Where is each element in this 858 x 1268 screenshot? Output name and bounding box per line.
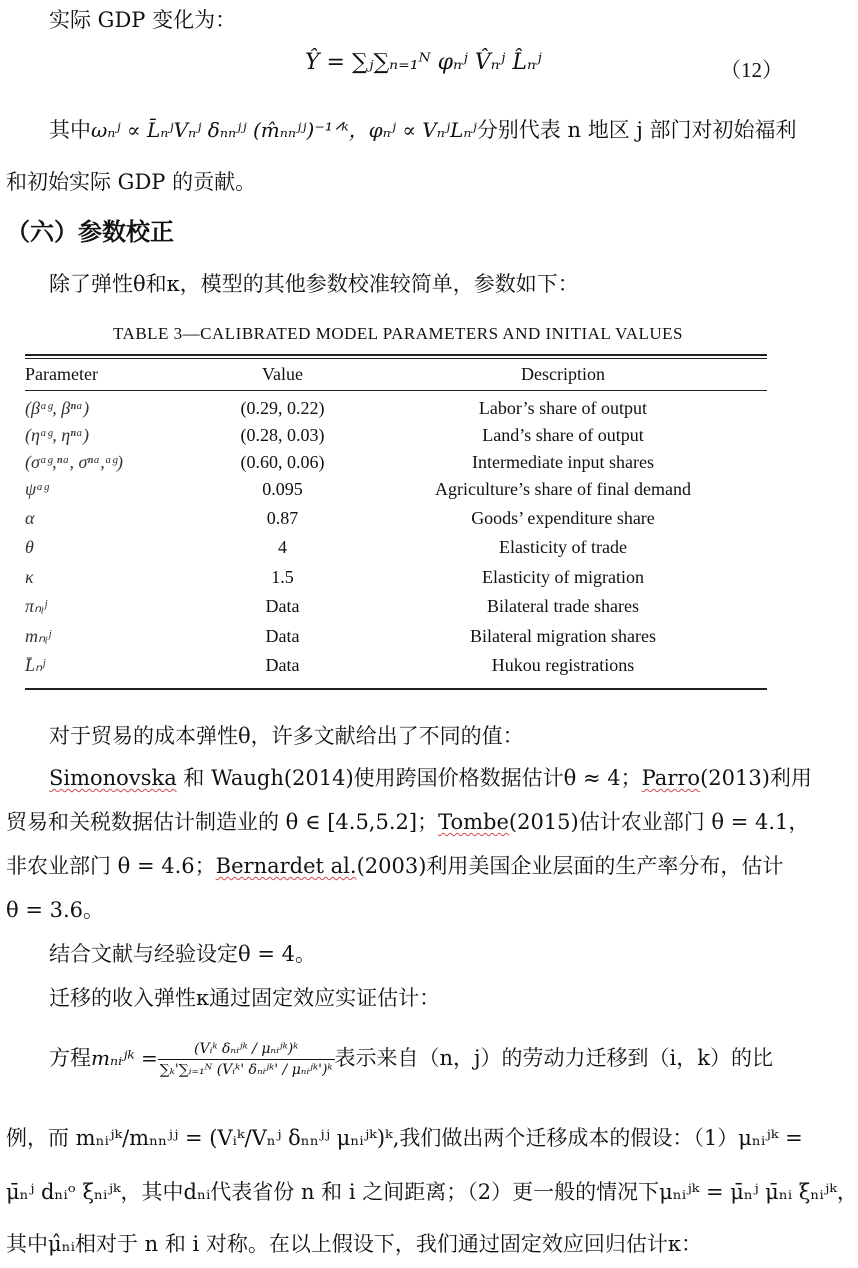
paragraph-literature-line4: θ = 3.6。 [6,898,104,922]
paragraph-assumptions-line1: 例，而 mₙᵢʲᵏ/mₙₙʲʲ = (Vᵢᵏ/Vₙʲ δₙₙʲʲ μₙᵢʲᵏ)ᵏ,我们做出两个迁移成本的假设：（1）μₙᵢʲᵏ = [6,1126,803,1150]
fraction-numerator: (Vᵢᵏ δₙᵢʲᵏ / μₙᵢʲᵏ)ᵏ [158,1039,335,1060]
table-row [25,508,767,534]
header-description: Description [521,364,605,384]
row-description: Land’s share of output [482,425,644,445]
row-parameter: κ [25,567,34,587]
row-parameter: mₙᵢʲ [25,626,51,646]
row-parameter: (ηᵃᵍ, ηⁿᵃ) [25,425,90,445]
row-description: Bilateral trade shares [487,596,639,616]
equation-lhs: mₙᵢʲᵏ = [91,1046,158,1070]
table-row [25,479,767,505]
literature-text-4: (2015)估计农业部门 θ = 4.1， [508,810,810,834]
citation-tombe: Tombe [438,810,509,834]
paragraph-gdp-intro: 实际 GDP 变化为： [49,8,237,32]
literature-text-3: 贸易和关税数据估计制造业的 θ ∈ [4.5,5.2]； [6,810,439,834]
equation-number: （12） [720,58,783,82]
row-value: (0.28, 0.03) [240,425,325,445]
literature-text-2: (2013)利用 [700,766,812,790]
paragraph-trade-elasticity: 对于贸易的成本弹性θ，许多文献给出了不同的值： [49,724,524,748]
paragraph-migration-elasticity: 迁移的收入弹性κ通过固定效应实证估计： [49,986,441,1010]
migration-fraction [158,1039,335,1080]
paragraph-literature-line3 [6,852,783,880]
paragraph-contribution-prefix: 其中 [49,118,91,142]
row-value: (0.60, 0.06) [240,452,325,472]
row-description: Bilateral migration shares [470,626,656,646]
row-description: Hukou registrations [491,655,635,675]
row-description: Goods’ expenditure share [471,508,655,528]
fraction-denominator: ∑ₖ'∑ᵢ₌₁ᴺ (Vᵢᵏ' δₙᵢʲᵏ' / μₙᵢʲᵏ')ᵏ [159,1062,333,1078]
table-row [25,596,767,622]
citation-simonovska: Simonovska [49,766,177,790]
row-value: 4 [278,537,287,557]
row-value: Data [265,655,300,675]
equation-formula: Ŷ = ∑ⱼ∑ₙ₌₁ᴺ φₙʲ V̂ₙʲ L̂ₙʲ [305,50,542,75]
table-row [25,655,767,681]
table-row [25,425,767,451]
literature-text-6: (2003)利用美国企业层面的生产率分布，估计 [356,854,784,878]
row-description: Elasticity of migration [482,567,644,587]
paragraph-literature-line1 [49,764,812,792]
row-description: Labor’s share of output [478,398,648,418]
table-row [25,452,767,478]
table-row [25,398,767,424]
paragraph-calibration-intro: 除了弹性θ和κ，模型的其他参数校准较简单，参数如下： [49,272,579,296]
contribution-math: ωₙʲ ∝ L̄ₙʲVₙʲ δₙₙʲʲ (m̂ₙₙʲʲ)⁻¹ᐟᵏ，φₙʲ ∝ VₙʲLₙʲ [91,118,477,142]
row-value: 0.095 [262,479,303,499]
table-top-rule [25,354,767,356]
equation-suffix: 表示来自（n，j）的劳动力迁移到（i，k）的比 [334,1046,773,1070]
row-value: 1.5 [271,567,294,587]
table-header-row [25,364,767,390]
citation-parro: Parro [641,766,701,790]
literature-text-5: 非农业部门 θ = 4.6； [6,854,216,878]
paragraph-assumptions-line3: 其中μ̂ₙᵢ相对于 n 和 i 对称。在以上假设下，我们通过固定效应回归估计κ： [6,1232,703,1256]
row-description: Elasticity of trade [499,537,627,557]
citation-bernard: Bernardet al. [215,854,357,878]
table-top-rule-2 [25,358,767,359]
table-row [25,626,767,652]
table-bottom-rule [25,688,767,690]
row-parameter: (σᵃᵍ,ⁿᵃ, σⁿᵃ,ᵃᵍ) [25,452,124,472]
paragraph-assumptions-line2: μ̄ₙʲ dₙᵢᵒ ξₙᵢʲᵏ，其中dₙᵢ代表省份 n 和 i 之间距离；（2）更一般的情况下μₙᵢʲᵏ = μ̄ₙʲ μ̄ₙᵢ ξₙᵢʲᵏ， [6,1180,858,1204]
section-heading: （六）参数校正 [6,217,174,246]
table-header-rule [25,390,767,391]
paragraph-contribution-line2: 和初始实际 GDP 的贡献。 [6,170,257,194]
row-parameter: α [25,508,35,528]
paragraph-migration-equation [49,1030,773,1086]
paragraph-literature-line2 [6,808,809,836]
table-caption: TABLE 3—CALIBRATED MODEL PARAMETERS AND INITIAL VALUES [113,324,683,343]
row-value: (0.29, 0.22) [240,398,325,418]
row-description: Intermediate input shares [472,452,654,472]
paragraph-contribution-suffix: 分别代表 n 地区 j 部门对初始福利 [476,118,797,142]
row-parameter: (βᵃᵍ, βⁿᵃ) [25,398,90,418]
row-parameter: πₙᵢʲ [25,596,47,616]
row-parameter: ψᵃᵍ [25,479,49,499]
row-value: 0.87 [266,508,299,528]
equation-12 [0,48,796,88]
row-parameter: L̄ₙʲ [25,655,46,675]
header-parameter: Parameter [25,364,98,384]
row-value: Data [265,596,300,616]
header-value: Value [262,364,303,384]
literature-text-1: 和 Waugh(2014)使用跨国价格数据估计θ ≈ 4； [176,766,642,790]
paragraph-theta-setting: 结合文献与经验设定θ = 4。 [49,942,316,966]
table-row [25,537,767,563]
row-parameter: θ [25,537,34,557]
table-row [25,567,767,593]
paragraph-contribution [49,116,797,144]
row-description: Agriculture’s share of final demand [435,479,691,499]
equation-prefix: 方程 [49,1046,91,1070]
row-value: Data [265,626,300,646]
